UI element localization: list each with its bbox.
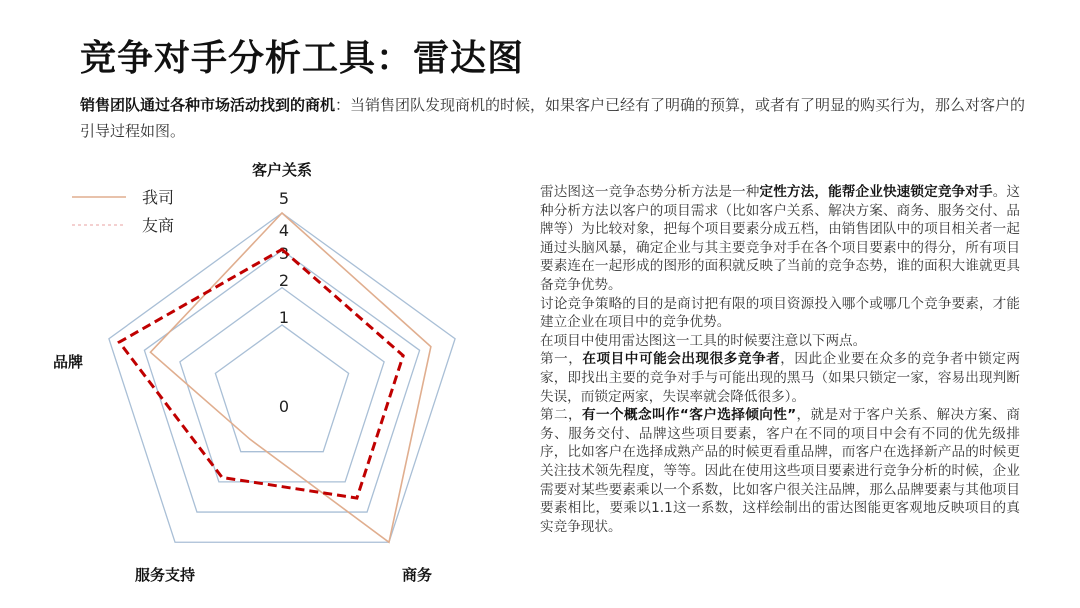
tick-label-4: 4 — [278, 221, 290, 240]
p1-rest: 。这种分析方法以客户的项目需求（比如客户关系、解决方案、商务、服务交付、品牌等）为比较对象，把每个项目要素分成五档，由销售团队中的项目相关者一起通过头脑风暴，确定企业与其主要竞争对手在各个项目要素中的得分，所有项目要素连在一起形成的图形的面积就反映了当前的竞争态势，谁的面积大谁就更具备竞争优势。 — [540, 184, 1020, 293]
p1-text: 雷达图这一竞争态势分析方法是一种 — [540, 184, 760, 200]
intro-bold: 销售团队通过各种市场活动找到的商机 — [80, 96, 336, 114]
intro-paragraph — [80, 92, 1030, 144]
radar-series — [119, 213, 431, 542]
explanation-text — [540, 183, 1020, 536]
explanation-p4 — [540, 350, 1020, 406]
p4-lead: 第一， — [540, 351, 583, 368]
tick-label-3: 3 — [278, 244, 290, 263]
explanation-p1 — [540, 183, 1020, 295]
legend-label-wosi: 我司 — [142, 188, 175, 207]
explanation-p5 — [540, 406, 1020, 536]
radar-chart — [40, 150, 520, 600]
axis-label-pinpai: 品牌 — [52, 353, 84, 371]
legend-label-youshang: 友商 — [142, 216, 175, 235]
tick-label-1: 1 — [278, 308, 290, 327]
tick-label-0: 0 — [278, 397, 290, 416]
radar-tick-labels — [279, 189, 289, 416]
series-line-youshang — [119, 249, 403, 498]
p5-lead: 第二， — [540, 407, 582, 424]
axis-label-shangwu: 商务 — [401, 566, 433, 584]
grid-ring-1 — [215, 325, 348, 452]
p5-bold: 有一个概念叫作“客户选择倾向性” — [581, 407, 797, 424]
axis-label-kehu-guanxi: 客户关系 — [251, 161, 313, 179]
p5-rest: ，就是对于客户关系、解决方案、商务、服务交付、品牌这些项目要素，客户在不同的项目中会有不同的优先级排序，比如客户在选择成熟产品的时候更看重品牌，而客户在选择新产品的时候更关注技术领先程度，等等。因此在使用这些项目要素进行竞争分析的时候，企业需要对某些要素乘以一个系数，比如客户很关注品牌，那么品牌要素与其他项目要素相比，要乘以1.1这一系数，这样绘制出的雷达图能更客观地反映项目的真实竞争现状。 — [540, 407, 1021, 535]
p4-bold: 在项目中可能会出现很多竞争者 — [582, 351, 781, 368]
explanation-p2: 讨论竞争策略的目的是商讨把有限的项目资源投入哪个或哪几个竞争要素，才能建立企业在项目中的竞争优势。 — [540, 295, 1020, 331]
axis-labels — [53, 161, 432, 584]
tick-label-5: 5 — [278, 189, 290, 208]
tick-label-2: 2 — [278, 271, 290, 290]
chart-legend — [72, 188, 174, 235]
page-title: 竞争对手分析工具：雷达图 — [80, 38, 525, 79]
intro-text: ：当销售团队发现商机的时候，如果客户已经有了明确的预算，或者有了明显的购买行为，那么对客户的引导过程如图。 — [80, 96, 1026, 140]
series-line-wosi — [150, 213, 430, 542]
axis-label-fuwu-zhichi: 服务支持 — [134, 566, 196, 584]
explanation-p3: 在项目中使用雷达图这一工具的时候要注意以下两点。 — [540, 332, 867, 349]
p1-bold: 定性方法，能帮企业快速锁定竞争对手 — [759, 184, 993, 200]
p4-rest: ，因此企业要在众多的竞争者中锁定两家，即找出主要的竞争对手与可能出现的黑马（如果只锁定一家，容易出现判断失误，而锁定两家，失误率就会降低很多）。 — [540, 351, 1021, 405]
